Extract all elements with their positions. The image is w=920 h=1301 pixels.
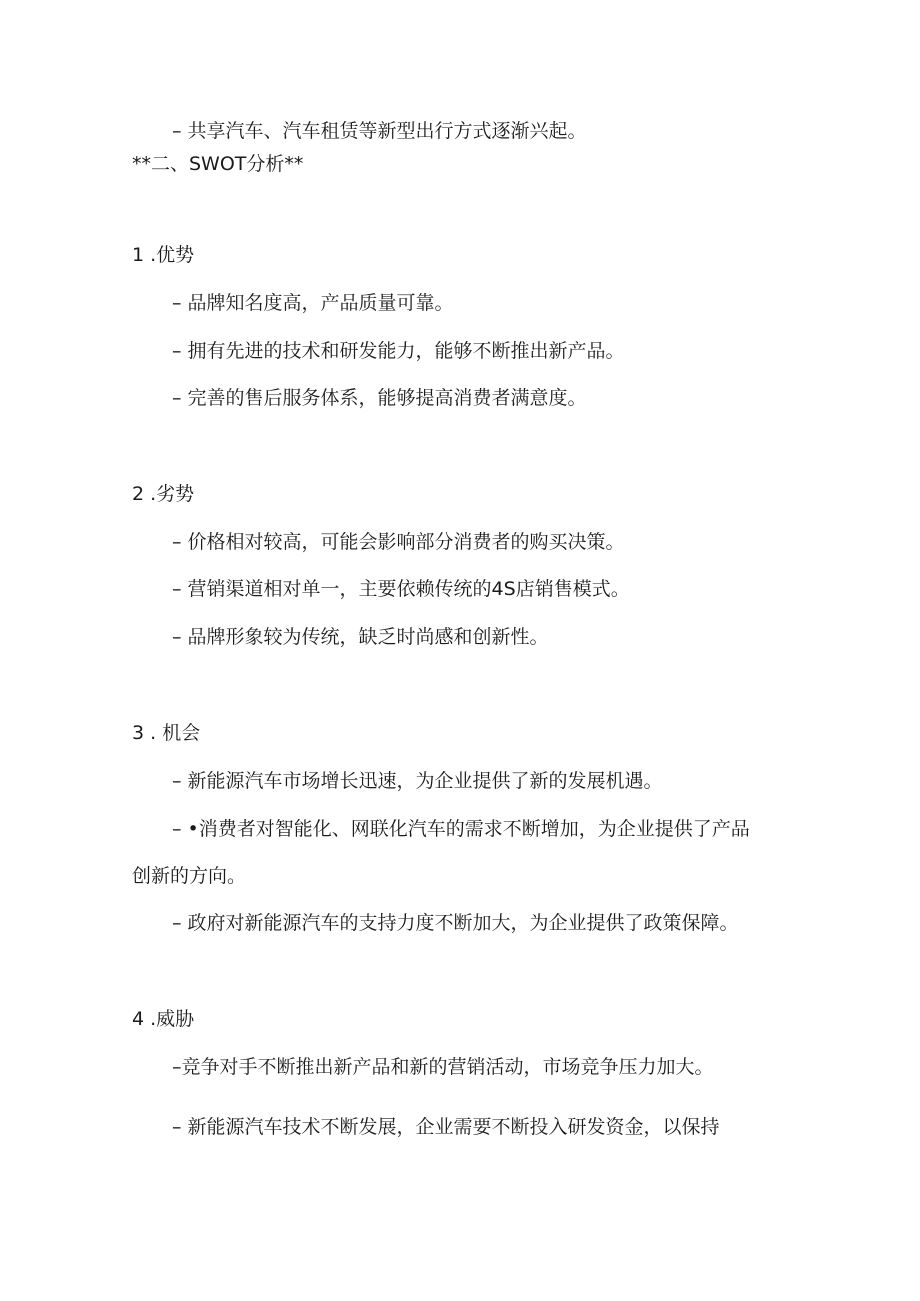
list-item: – •消费者对智能化、网联化汽车的需求不断增加，为企业提供了产品: [172, 818, 750, 840]
intro-bullet: – 共享汽车、汽车租赁等新型出行方式逐渐兴起。: [172, 120, 587, 142]
subsection-title: 2 .劣势: [132, 483, 195, 505]
section-heading: **二、SWOT分析**: [132, 153, 304, 175]
list-item: – 价格相对较高，可能会影响部分消费者的购买决策。: [172, 531, 625, 553]
subsection-title: 1 .优势: [132, 244, 195, 266]
list-item: – 新能源汽车技术不断发展，企业需要不断投入研发资金，以保持: [172, 1116, 720, 1138]
list-item: –竞争对手不断推出新产品和新的营销活动，市场竞争压力加大。: [172, 1056, 714, 1078]
list-item: – 政府对新能源汽车的支持力度不断加大，为企业提供了政策保障。: [172, 912, 739, 934]
list-item: – 完善的售后服务体系，能够提高消费者满意度。: [172, 387, 587, 409]
subsection-title: 3 . 机会: [132, 722, 201, 744]
subsection-title: 4 .威胁: [132, 1008, 195, 1030]
list-item: – 品牌知名度高，产品质量可靠。: [172, 292, 454, 314]
list-item-continuation: 创新的方向。: [132, 865, 247, 887]
list-item: – 品牌形象较为传统，缺乏时尚感和创新性。: [172, 626, 549, 648]
list-item: – 营销渠道相对单一，主要依赖传统的4S店销售模式。: [172, 578, 630, 600]
list-item: – 拥有先进的技术和研发能力，能够不断推出新产品。: [172, 340, 625, 362]
list-item: – 新能源汽车市场增长迅速，为企业提供了新的发展机遇。: [172, 770, 663, 792]
